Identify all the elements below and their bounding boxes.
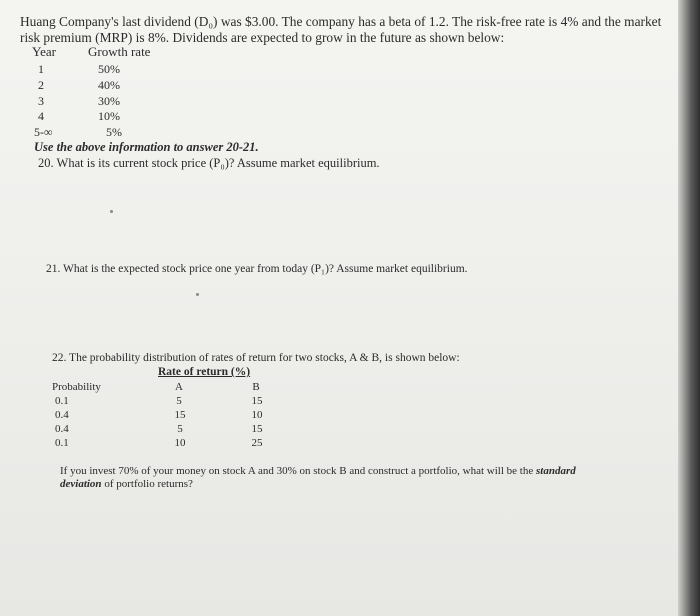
growth-year: 1 [38, 62, 44, 76]
question-22: 22. The probability distribution of rates of return for two stocks, A & B, is shown below: [52, 352, 460, 364]
growth-table-header-year: Year [32, 44, 56, 59]
growth-year: 3 [38, 94, 44, 108]
growth-rate: 30% [98, 94, 120, 108]
prompt-emphasis: deviation [60, 478, 102, 490]
paper-speck [196, 293, 199, 296]
return-table-b: 10 [251, 409, 263, 421]
prompt-emphasis: standard [535, 465, 576, 477]
paper-speck [110, 210, 113, 213]
growth-year: 4 [38, 109, 44, 123]
growth-table-header-rate: Growth rate [88, 44, 151, 59]
growth-rate: 50% [98, 62, 120, 76]
prompt-text: If you invest 70% of your money on stock A and 30% on stock B and construct a portfolio, what will be the [60, 465, 534, 477]
problem-intro [20, 14, 661, 46]
question-22-prompt [60, 465, 576, 491]
return-table-prob: 0.4 [55, 423, 69, 435]
instruction-note: Use the above information to answer 20-21. [34, 140, 259, 154]
return-table-prob: 0.1 [55, 437, 69, 449]
return-table-a: 10 [174, 437, 186, 449]
intro-line-2: risk premium (MRP) is 8%. Dividends are expected to grow in the future as shown below: [20, 30, 505, 45]
return-table-b: 15 [251, 395, 263, 407]
return-table-header-b: B [252, 381, 260, 393]
growth-rate: 10% [98, 109, 120, 123]
growth-year: 5-∞ [34, 125, 53, 139]
prompt-text: of portfolio returns? [104, 478, 193, 490]
growth-year: 2 [38, 78, 44, 92]
question-20: 20. What is its current stock price (P₀)? Assume market equilibrium. [38, 156, 380, 170]
return-table-b: 25 [251, 437, 263, 449]
growth-rate: 40% [98, 78, 120, 92]
return-table-header-probability: Probability [52, 381, 101, 393]
return-table-a: 15 [174, 409, 186, 421]
growth-rate: 5% [106, 125, 122, 139]
page-edge-shadow [678, 0, 700, 616]
return-table-a: 5 [177, 423, 183, 435]
return-table-prob: 0.1 [55, 395, 69, 407]
question-21: 21. What is the expected stock price one year from today (P₁)? Assume market equilibrium. [46, 263, 468, 275]
return-table-prob: 0.4 [55, 409, 69, 421]
intro-line-1: Huang Company's last dividend (D₀) was $3.00. The company has a beta of 1.2. The risk-free rate is 4% and the market [20, 14, 662, 29]
return-table-title: Rate of return (%) [158, 366, 251, 378]
return-table-header-a: A [175, 381, 183, 393]
return-table-b: 15 [251, 423, 263, 435]
return-table-a: 5 [176, 395, 182, 407]
